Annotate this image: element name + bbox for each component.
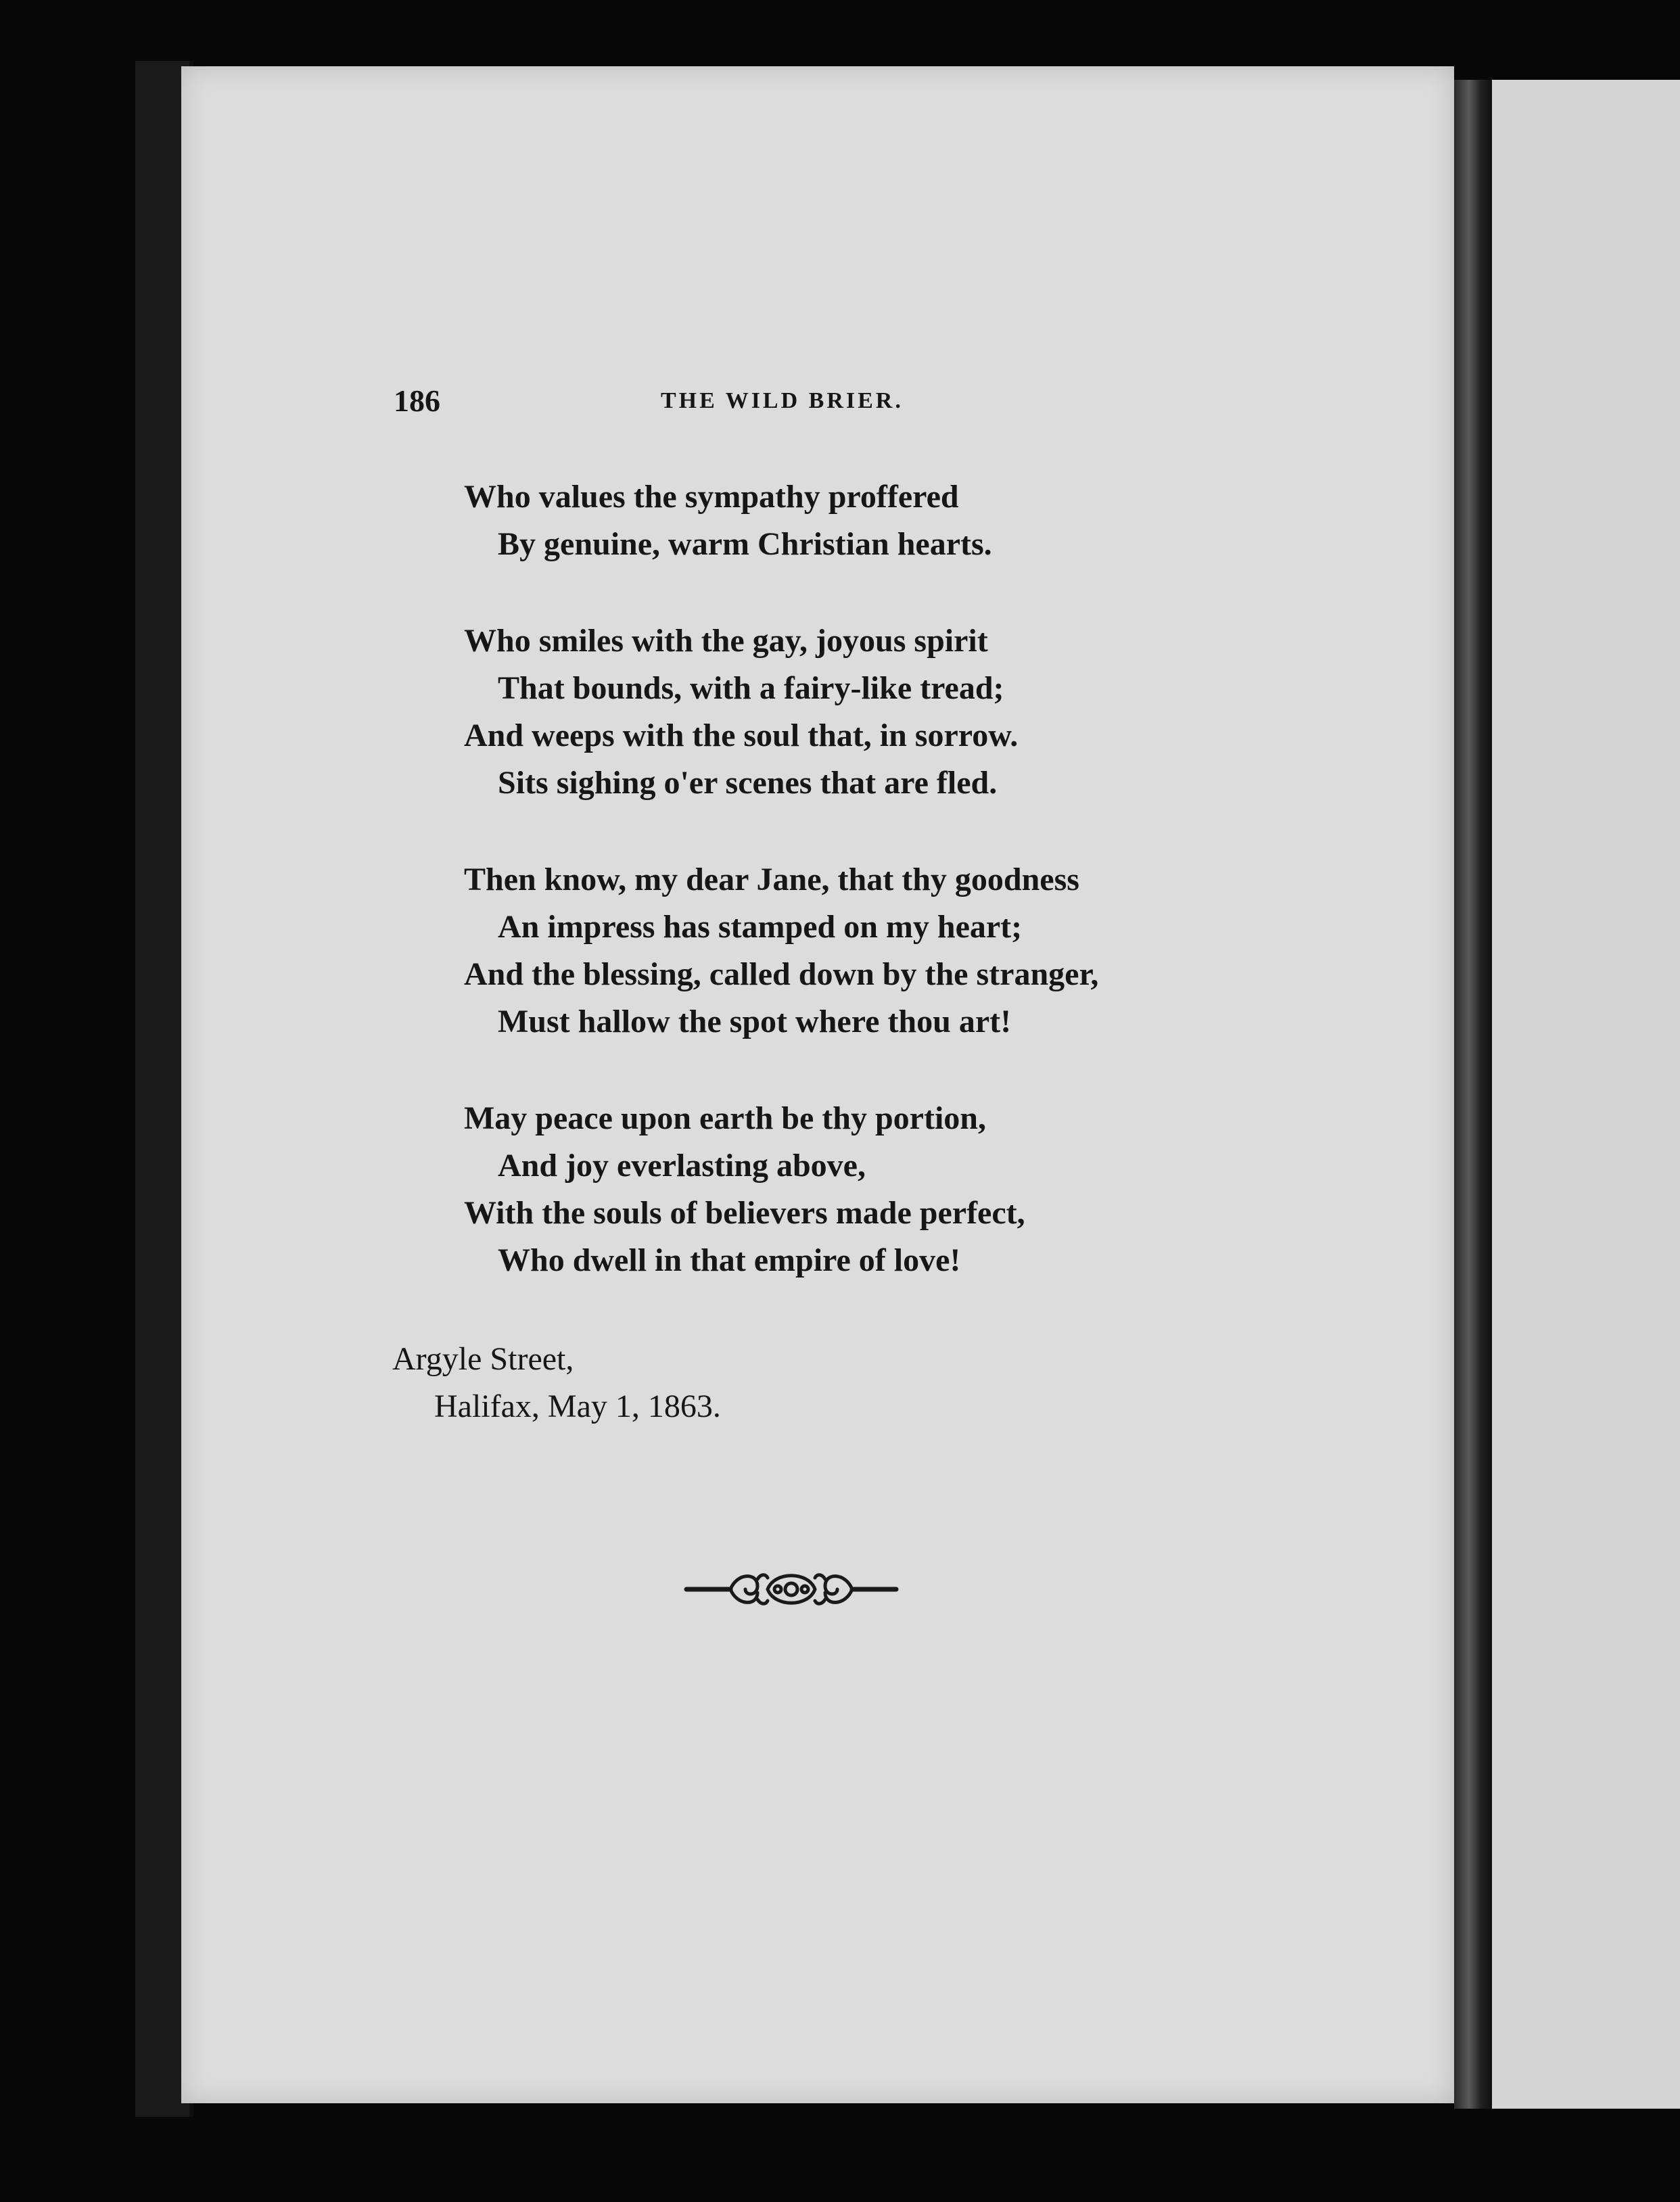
signoff-street: Argyle Street, <box>392 1341 574 1377</box>
page-header <box>394 383 1273 423</box>
book-gutter <box>1454 80 1492 2109</box>
stanza <box>464 1095 1208 1284</box>
facing-page-edge <box>1492 80 1680 2109</box>
poem-line: Then know, my dear Jane, that thy goodness <box>464 862 1079 897</box>
signoff-place-date: Halifax, May 1, 1863. <box>434 1388 721 1424</box>
stanza <box>464 617 1208 807</box>
poem-line: And weeps with the soul that, in sorrow. <box>464 718 1019 753</box>
poem-line: By genuine, warm Christian hearts. <box>498 526 992 562</box>
poem-line: Who smiles with the gay, joyous spirit <box>464 623 988 659</box>
poem-line: Sits sighing o'er scenes that are fled. <box>498 765 998 801</box>
poem-line: With the souls of believers made perfect, <box>464 1195 1025 1231</box>
signoff <box>392 1336 721 1430</box>
running-title: THE WILD BRIER. <box>661 388 904 413</box>
page-number: 186 <box>394 383 440 418</box>
poem-line: An impress has stamped on my heart; <box>498 909 1023 945</box>
stanza <box>464 473 1208 568</box>
printer-ornament-fleuron-icon <box>683 1559 900 1620</box>
poem-line: May peace upon earth be thy portion, <box>464 1100 986 1136</box>
poem-line: And the blessing, called down by the stranger, <box>464 956 1099 992</box>
poem-line: Must hallow the spot where thou art! <box>498 1004 1012 1039</box>
poem-line: Who values the sympathy proffered <box>464 479 959 515</box>
poem-line: Who dwell in that empire of love! <box>498 1242 961 1278</box>
poem-line: And joy everlasting above, <box>498 1148 866 1184</box>
poem-line: That bounds, with a fairy-like tread; <box>498 670 1004 706</box>
stanza <box>464 856 1208 1046</box>
poem <box>464 473 1208 1334</box>
